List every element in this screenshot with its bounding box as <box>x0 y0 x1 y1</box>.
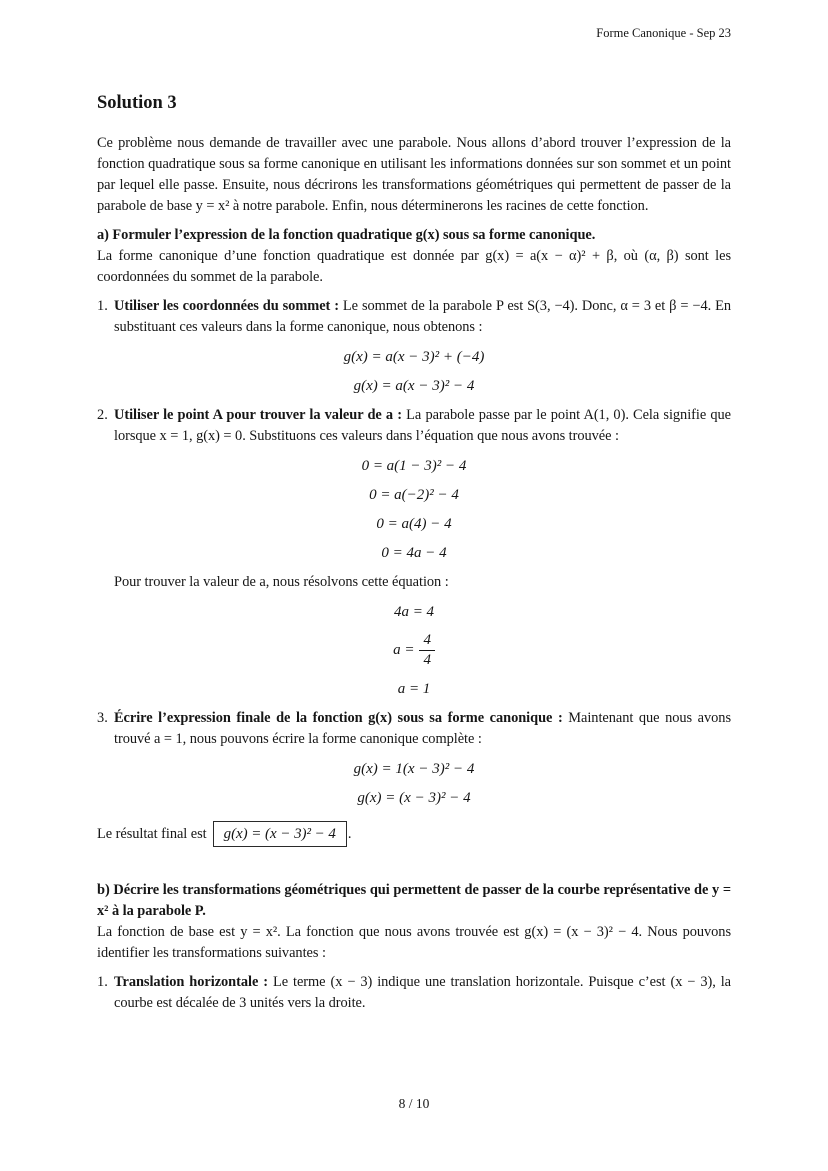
page-number: 8 / 10 <box>398 1096 430 1111</box>
intro-paragraph: Ce problème nous demande de travailler avec une parabole. Nous allons d’abord trouver l’expression de la fonction quadratique sous sa forme canonique en utilisant les informations données sur son sommet et un point par lequel elle passe. Ensuite, nous décrirons les transformations géométriques qui permettent de passer de la parabole de base y = x² à notre parabole. Enfin, nous déterminerons les racines de cette fonction. <box>97 135 731 214</box>
equation-a1-2: g(x) = a(x − 3)² − 4 <box>353 378 475 394</box>
equation-solve-2: a = 1 <box>397 681 431 697</box>
result-prefix: Le résultat final est <box>97 826 207 842</box>
section-b-heading: b) Décrire les transformations géométriques qui permettent de passer de la courbe représentative de y = x² à la parabole P. <box>97 882 731 919</box>
equation-a2-4: 0 = 4a − 4 <box>381 545 447 561</box>
section-a-intro: La forme canonique d’une fonction quadratique est donnée par g(x) = a(x − α)² + β, où (α, β) sont les coordonnées du sommet de la parabole. <box>97 248 731 285</box>
equation-a2-2: 0 = a(−2)² − 4 <box>369 487 459 503</box>
item-lead-rest: Le terme (x − 3) indique une translation horizontale. Puisque c’est (x − 3), la courbe est décalée de 3 unités vers la droite. <box>114 974 732 1011</box>
boxed-result: g(x) = (x − 3)² − 4 <box>213 821 347 847</box>
fraction-numerator: 4 <box>419 631 435 651</box>
item-number: 1. <box>97 974 108 990</box>
equation-fraction <box>97 631 731 670</box>
item-lead-bold: Utiliser le point A pour trouver la valeur de a : <box>114 407 402 423</box>
item-text <box>114 708 731 750</box>
equation-solve-1: 4a = 4 <box>393 604 435 620</box>
list-item-a3 <box>97 708 731 808</box>
equation-a2-1: 0 = a(1 − 3)² − 4 <box>361 458 467 474</box>
section-a-heading: a) Formuler l’expression de la fonction quadratique g(x) sous sa forme canonique. <box>97 227 596 243</box>
item-text <box>114 405 731 447</box>
running-header: Forme Canonique - Sep 23 <box>596 26 731 40</box>
item-number: 2. <box>97 407 108 423</box>
fraction <box>419 631 435 670</box>
page-content <box>97 0 731 1014</box>
item-lead-rest: Maintenant que nous avons trouvé a = 1, nous pouvons écrire la forme canonique complète : <box>114 710 731 747</box>
equation-a3-2: g(x) = (x − 3)² − 4 <box>357 790 471 806</box>
solve-note-paragraph: Pour trouver la valeur de a, nous résolvons cette équation : <box>114 574 449 590</box>
item-number: 1. <box>97 298 108 314</box>
list-item-b1 <box>97 972 731 1014</box>
fraction-lhs: a = <box>393 641 415 658</box>
result-suffix: . <box>347 826 352 842</box>
item-lead-rest: Le sommet de la parabole P est S(3, −4). Donc, α = 3 et β = −4. En substituant ces valeurs dans la forme canonique, nous obtenons : <box>114 298 731 335</box>
section-b-intro: La fonction de base est y = x². La fonction que nous avons trouvée est g(x) = (x − 3)² − 4. Nous pouvons identifier les transformations suivantes : <box>97 924 731 961</box>
list-item-a2 <box>97 405 731 699</box>
page-title: Solution 3 <box>97 93 177 113</box>
equation-a2-3: 0 = a(4) − 4 <box>376 516 452 532</box>
fraction-denominator: 4 <box>423 652 431 668</box>
item-lead-bold: Translation horizontale : <box>114 974 269 990</box>
item-number: 3. <box>97 710 108 726</box>
equation-a3-1: g(x) = 1(x − 3)² − 4 <box>353 761 475 777</box>
page-footer <box>0 1095 828 1112</box>
final-result-line <box>97 821 731 847</box>
equation-a1-1: g(x) = a(x − 3)² + (−4) <box>343 349 485 365</box>
item-lead-rest: La parabole passe par le point A(1, 0). Cela signifie que lorsque x = 1, g(x) = 0. Substituons ces valeurs dans l’équation que nous avons trouvée : <box>114 407 731 444</box>
item-text <box>114 296 731 338</box>
item-lead-bold: Utiliser les coordonnées du sommet : <box>114 298 339 314</box>
list-item-a1 <box>97 296 731 396</box>
item-lead-bold: Écrire l’expression finale de la fonction g(x) sous sa forme canonique : <box>114 710 563 726</box>
item-text <box>114 972 731 1014</box>
